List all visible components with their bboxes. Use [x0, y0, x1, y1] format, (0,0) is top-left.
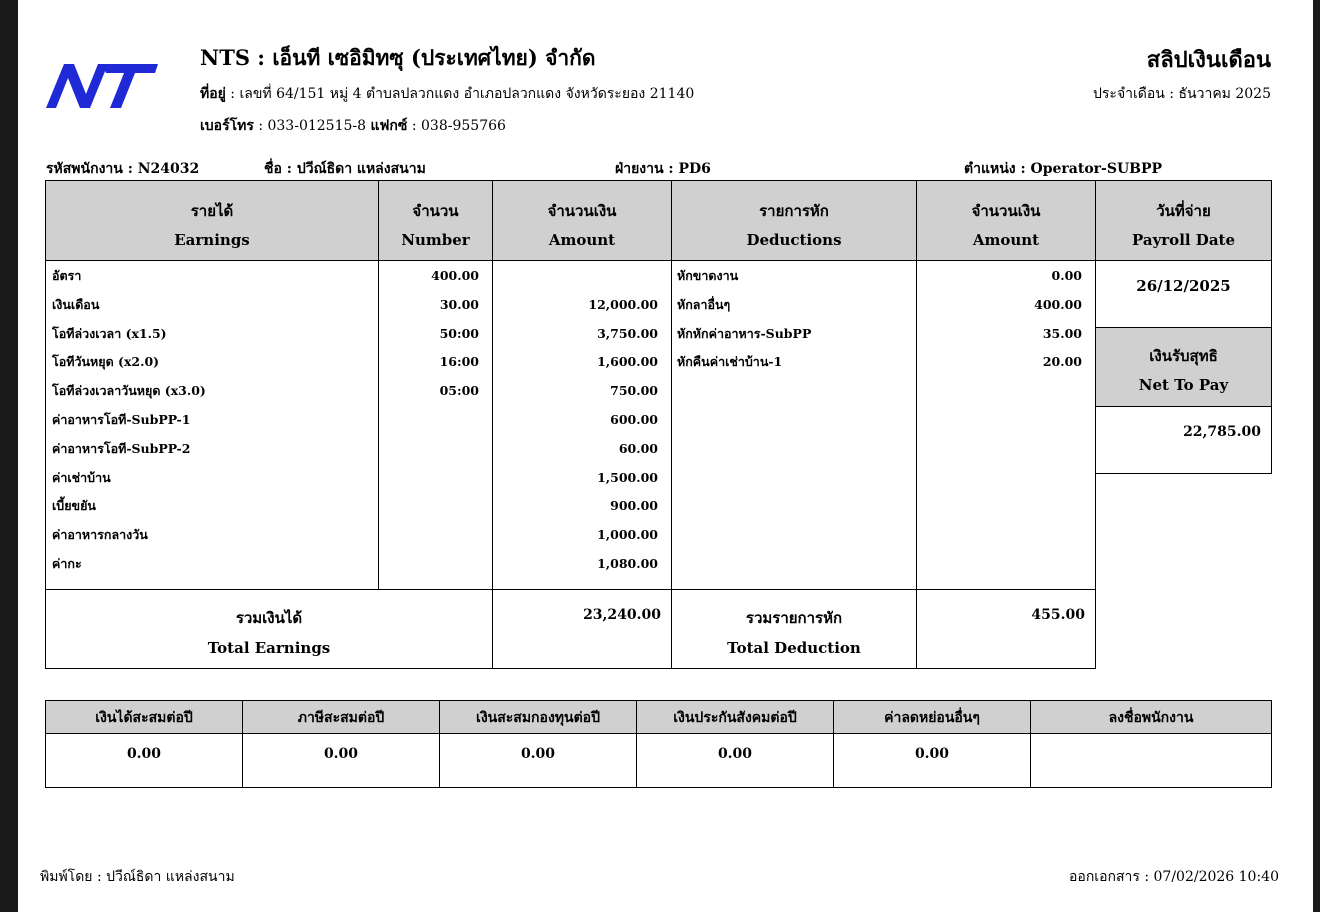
total-earnings-en: Total Earnings	[207, 639, 331, 657]
ytd-header: ค่าลดหย่อนอื่นๆ	[833, 700, 1031, 734]
ytd-summary-table	[45, 700, 1272, 788]
employee-department: ฝ่ายงาน : PD6	[615, 161, 711, 177]
issued-timestamp: ออกเอกสาร : 07/02/2026 10:40	[1069, 869, 1279, 885]
ytd-value: 0.00	[242, 733, 440, 788]
employee-name: ชื่อ : ปวีณ์ธิดา แหล่งสนาม	[264, 161, 426, 177]
deduction-label: หักหักค่าอาหาร-SubPP	[677, 325, 812, 341]
address-label: ที่อยู่	[200, 86, 226, 102]
earning-amount	[493, 262, 658, 291]
col-earnings-en: Earnings	[174, 231, 250, 249]
earning-label: โอทีล่วงเวลา (x1.5)	[52, 325, 167, 341]
col-amount-en: Amount	[548, 231, 616, 249]
total-earnings-label-cell	[45, 589, 493, 669]
earning-amount: 1,600.00	[597, 354, 658, 370]
earning-label: ค่าอาหารโอที-SubPP-1	[52, 411, 191, 427]
earning-label: ค่าอาหารกลางวัน	[52, 527, 148, 543]
ytd-value: 0.00	[439, 733, 637, 788]
address-text: : เลขที่ 64/151 หมู่ 4 ตำบลปลวกแดง อำเภอปลวกแดง จังหวัดระยอง 21140	[225, 86, 695, 102]
earning-amount: 1,500.00	[597, 469, 658, 485]
net-pay-header	[1095, 327, 1272, 407]
earning-amount: 900.00	[610, 498, 658, 514]
total-deduction-value-cell	[916, 589, 1096, 669]
earning-number: 05:00	[439, 383, 479, 399]
total-deduction-en: Total Deduction	[727, 639, 861, 657]
total-deduction-th: รวมรายการหัก	[745, 609, 843, 627]
deduction-labels	[677, 262, 912, 377]
net-pay-th: เงินรับสุทธิ	[1149, 347, 1218, 365]
earning-label: ค่าอาหารโอที-SubPP-2	[52, 440, 191, 456]
deduction-label: หักลาอื่นๆ	[677, 296, 731, 312]
earning-number	[379, 492, 479, 521]
payroll-date-cell	[1095, 260, 1272, 328]
deduction-label: หักคืนค่าเช่าบ้าน-1	[677, 354, 783, 370]
earning-number	[379, 435, 479, 464]
company-address	[200, 83, 694, 105]
deduction-label: หักขาดงาน	[677, 268, 739, 283]
ytd-value: 0.00	[45, 733, 243, 788]
earnings-amounts	[493, 262, 658, 579]
col-earnings-th: รายได้	[190, 202, 234, 220]
total-earnings-value: 23,240.00	[583, 607, 661, 623]
col-header-deductions	[671, 180, 917, 261]
earnings-labels	[52, 262, 372, 579]
slip-month: ประจำเดือน : ธันวาคม 2025	[1093, 86, 1271, 102]
earning-amount: 1,080.00	[597, 555, 658, 571]
earning-number	[379, 464, 479, 493]
employee-position: ตำแหน่ง : Operator-SUBPP	[964, 161, 1163, 177]
payslip-page	[18, 0, 1313, 912]
earning-amount: 60.00	[618, 440, 658, 456]
earning-number	[379, 406, 479, 435]
col-header-ded-amount	[916, 180, 1096, 261]
net-pay-en: Net To Pay	[1138, 376, 1229, 394]
deduction-amounts	[917, 262, 1082, 377]
ytd-value: 0.00	[833, 733, 1031, 788]
net-pay-cell	[1095, 406, 1272, 474]
total-earnings-th: รวมเงินได้	[235, 609, 303, 627]
col-header-amount	[492, 180, 672, 261]
col-ded-amount-th: จำนวนเงิน	[971, 202, 1041, 220]
total-deduction-value: 455.00	[1031, 607, 1085, 623]
payroll-date: 26/12/2025	[1136, 277, 1231, 295]
col-header-earnings	[45, 180, 379, 261]
col-number-en: Number	[401, 231, 470, 249]
net-pay-value: 22,785.00	[1183, 424, 1261, 440]
company-name: NTS : เอ็นที เซอิมิทซุ (ประเทศไทย) จำกัด	[200, 45, 596, 70]
earnings-numbers	[379, 262, 479, 579]
earning-amount: 3,750.00	[597, 325, 658, 341]
ytd-header: เงินได้สะสมต่อปี	[45, 700, 243, 734]
slip-title: สลิปเงินเดือน	[1146, 47, 1271, 73]
deduction-amount: 35.00	[1042, 325, 1082, 341]
earning-number: 16:00	[439, 354, 479, 370]
earning-number: 400.00	[431, 268, 479, 283]
col-deductions-en: Deductions	[746, 231, 842, 249]
ytd-header: เงินสะสมกองทุนต่อปี	[439, 700, 637, 734]
earning-amount: 12,000.00	[588, 296, 658, 312]
printed-by: พิมพ์โดย : ปวีณ์ธิดา แหล่งสนาม	[40, 869, 235, 885]
phone-number: : 033-012515-8	[253, 118, 371, 134]
earning-label: โอทีล่วงเวลาวันหยุด (x3.0)	[52, 383, 206, 399]
earning-amount: 750.00	[610, 383, 658, 399]
ytd-value: 0.00	[636, 733, 834, 788]
ytd-header: ภาษีสะสมต่อปี	[242, 700, 440, 734]
ytd-header: เงินประกันสังคมต่อปี	[636, 700, 834, 734]
earning-label: โอทีวันหยุด (x2.0)	[52, 354, 160, 370]
fax-label: แฟกซ์	[370, 118, 408, 134]
col-number-th: จำนวน	[412, 202, 459, 220]
earnings-deductions-table	[45, 180, 1272, 669]
deduction-amount: 20.00	[1042, 354, 1082, 370]
deduction-amount: 0.00	[1051, 268, 1082, 283]
earning-amount: 1,000.00	[597, 527, 658, 543]
earning-number: 50:00	[439, 325, 479, 341]
earning-label: ค่ากะ	[52, 555, 82, 571]
earning-amount: 600.00	[610, 411, 658, 427]
col-deductions-th: รายการหัก	[759, 202, 829, 220]
phone-label: เบอร์โทร	[200, 118, 254, 134]
col-ded-amount-en: Amount	[972, 231, 1040, 249]
total-deduction-label-cell	[671, 589, 917, 669]
employee-code: รหัสพนักงาน : N24032	[46, 161, 200, 177]
earning-number: 30.00	[439, 296, 479, 312]
fax-number: : 038-955766	[407, 118, 506, 134]
earning-label: เงินเดือน	[52, 296, 100, 312]
deduction-amount: 400.00	[1034, 296, 1082, 312]
col-amount-th: จำนวนเงิน	[547, 202, 617, 220]
employee-signature-box	[1030, 733, 1272, 788]
col-header-payroll-date	[1095, 180, 1272, 261]
col-header-number	[378, 180, 493, 261]
col-payroll-th: วันที่จ่าย	[1156, 202, 1211, 220]
earning-label: เบี้ยขยัน	[52, 498, 96, 514]
earning-number	[379, 521, 479, 550]
earning-label: อัตรา	[52, 268, 82, 283]
earning-label: ค่าเช่าบ้าน	[52, 469, 111, 485]
company-logo	[46, 64, 158, 108]
company-contact	[200, 115, 506, 137]
total-earnings-value-cell	[492, 589, 672, 669]
earning-number	[379, 550, 479, 579]
col-payroll-en: Payroll Date	[1131, 231, 1236, 249]
ytd-header: ลงชื่อพนักงาน	[1030, 700, 1272, 734]
